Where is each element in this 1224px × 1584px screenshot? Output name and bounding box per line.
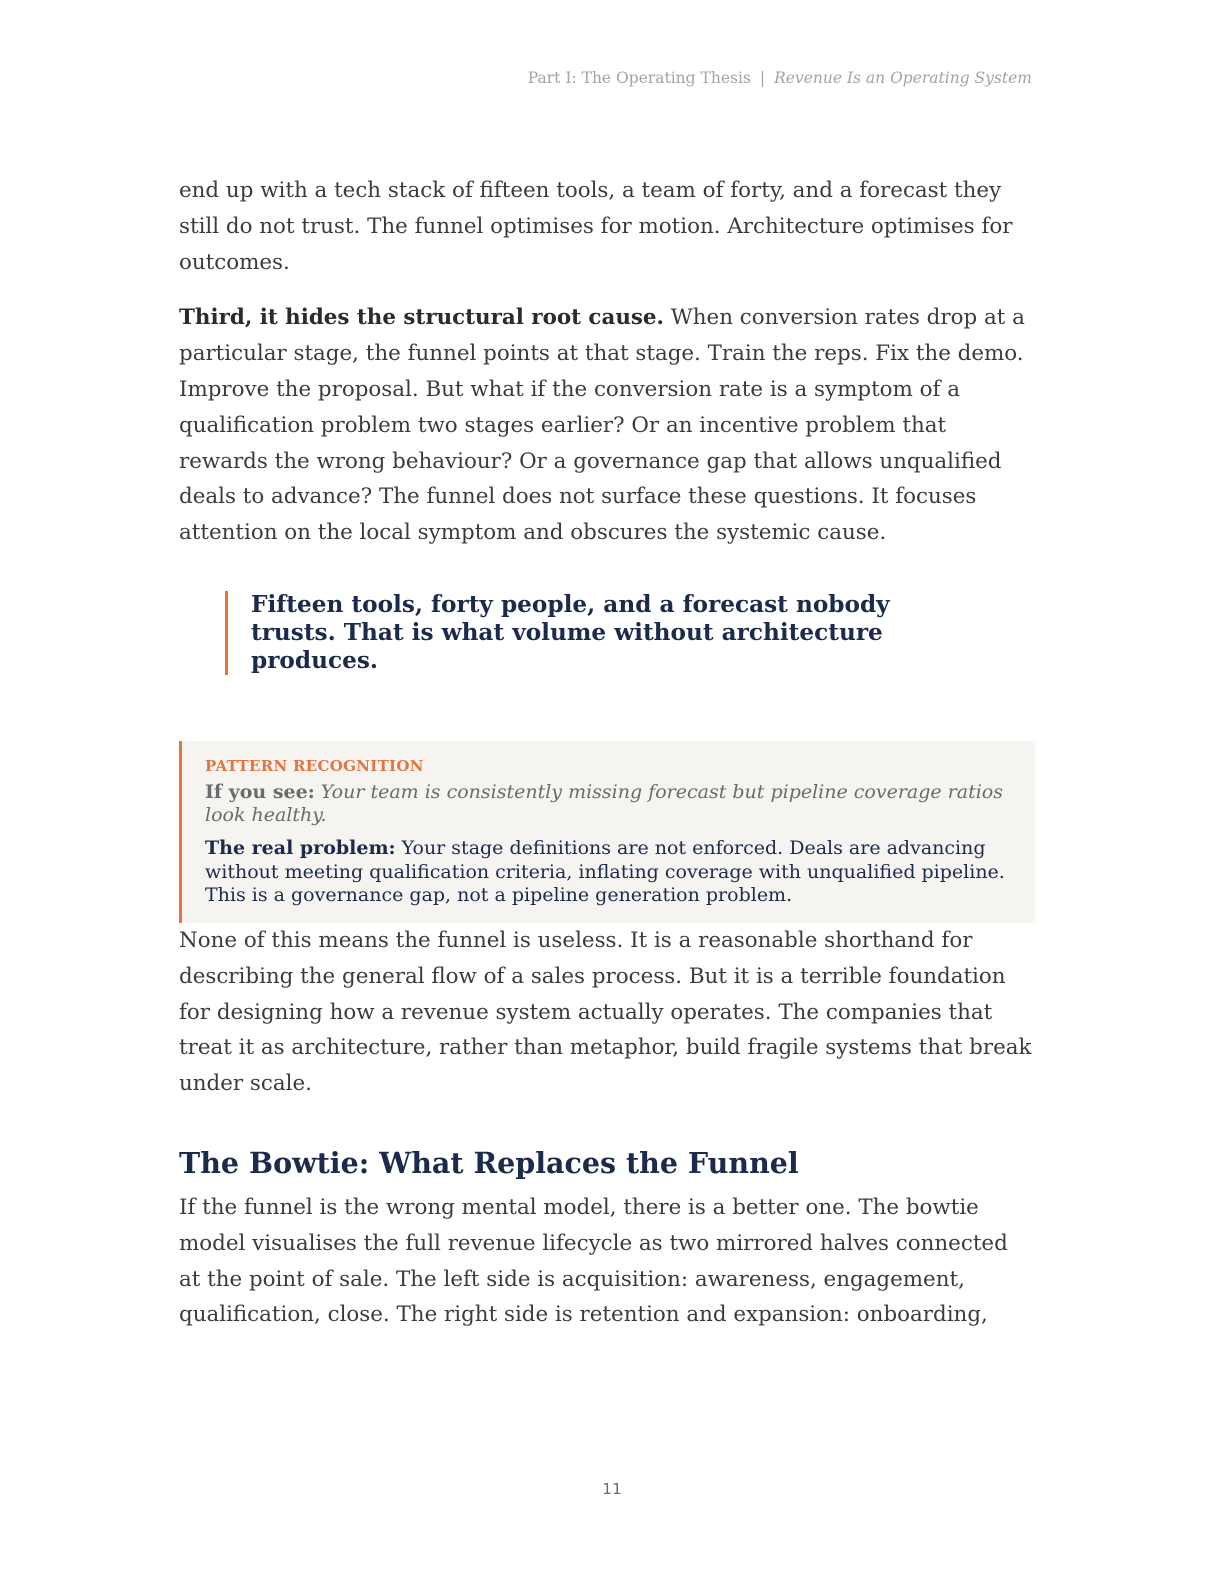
header-separator: | xyxy=(759,69,766,87)
callout-symptom-text: Your team is consistently missing forecast but pipeline coverage ratios look healthy. xyxy=(205,780,1003,827)
page-content xyxy=(179,173,1035,1353)
paragraph-funnel-summary: None of this means the funnel is useless. It is a reasonable shorthand for describing the general flow of a sales process. But it is a terrible foundation for designing how a revenue system actually operates. The companies that treat it as architecture, rather than metaphor, build fragile systems that break under scale. xyxy=(179,927,1032,1097)
header-book-title: Revenue Is an Operating System xyxy=(774,69,1032,87)
pull-quote: Fifteen tools, forty people, and a forecast nobody trusts. That is what volume without architecture produces. xyxy=(225,591,951,675)
paragraph-third-point xyxy=(179,300,1035,551)
paragraph-lead-in: Third, it hides the structural root cause. xyxy=(179,305,664,331)
callout-diagnosis xyxy=(205,837,1013,907)
callout-label: PATTERN RECOGNITION xyxy=(205,756,424,775)
callout-symptom xyxy=(205,781,1013,827)
section-heading: The Bowtie: What Replaces the Funnel xyxy=(179,1145,799,1180)
running-header xyxy=(528,69,1032,87)
paragraph-continuation: end up with a tech stack of fifteen tools, a team of forty, and a forecast they still do not trust. The funnel optimises for motion. Architecture optimises for outcomes. xyxy=(179,178,1013,275)
paragraph-bowtie-intro: If the funnel is the wrong mental model, there is a better one. The bowtie model visualises the full revenue lifecycle as two mirrored halves connected at the point of sale. The left side is acquisition: awareness, engagement, qualification, close. The right side is retention and expansion: onboarding, xyxy=(179,1194,1008,1328)
pattern-recognition-callout xyxy=(179,741,1035,923)
paragraph-body: When conversion rates drop at a particular stage, the funnel points at that stage. Train the reps. Fix the demo. Improve the proposal. But what if the conversion rate is a symptom of a qualification problem two stages earlier? Or an incentive problem that rewards the wrong behaviour? Or a governance gap that allows unqualified deals to advance? The funnel does not surface these questions. It focuses attention on the local symptom and obscures the systemic cause. xyxy=(179,305,1025,546)
callout-diagnosis-text: Your stage definitions are not enforced. Deals are advancing without meeting qualification criteria, inflating coverage with unqualified pipeline. This is a governance gap, not a pipeline generation problem. xyxy=(205,837,1005,906)
page-number: 11 xyxy=(602,1480,622,1498)
callout-symptom-label: If you see: xyxy=(205,780,315,803)
callout-diagnosis-label: The real problem: xyxy=(205,837,396,860)
header-part-title: Part I: The Operating Thesis xyxy=(527,69,751,87)
